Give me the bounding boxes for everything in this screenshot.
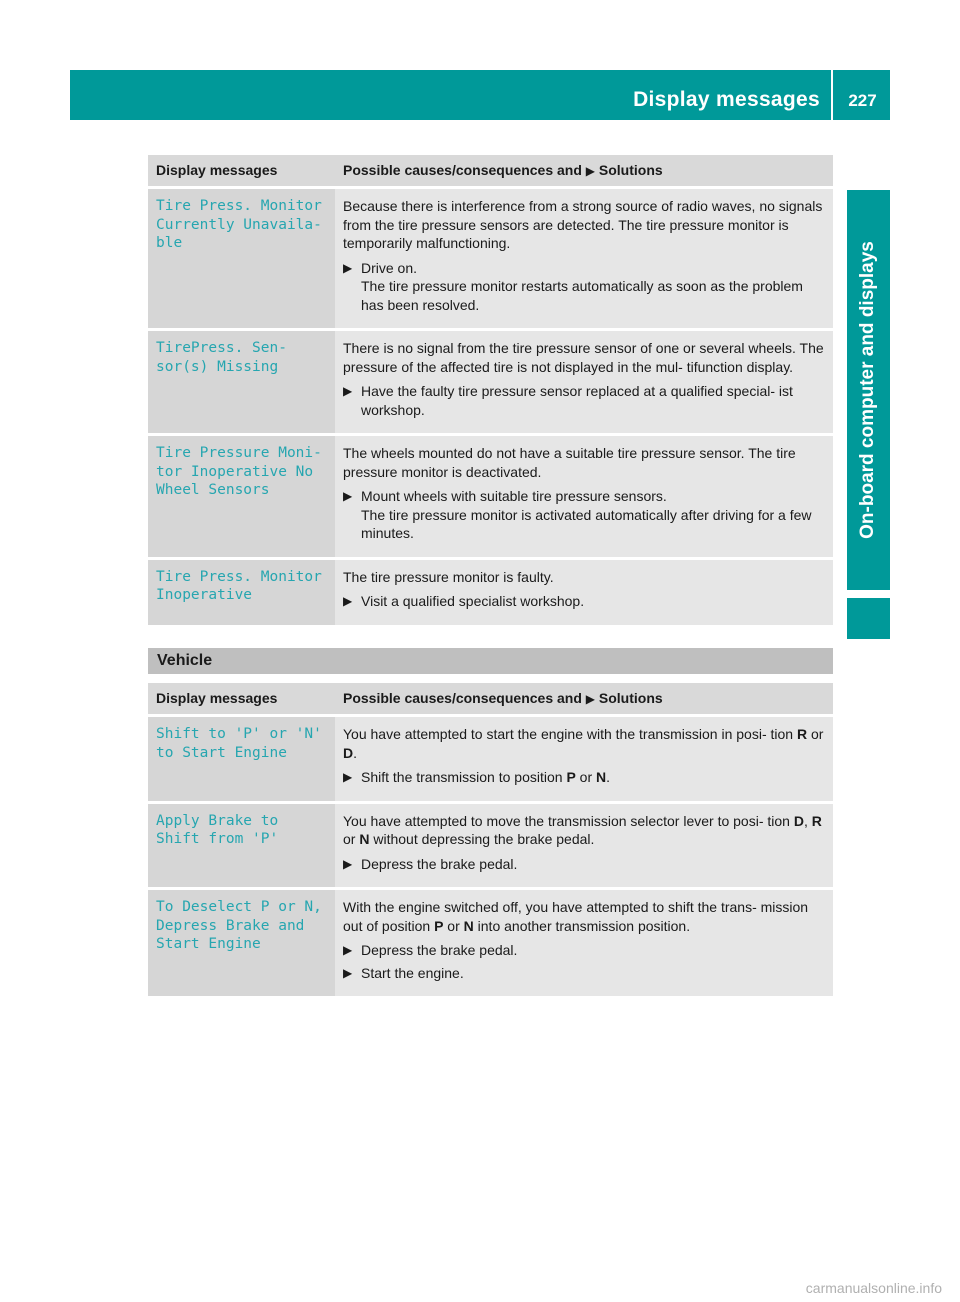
solution-cell xyxy=(335,330,833,435)
arrow-right-icon: ▶ xyxy=(343,943,353,957)
page-number: 227 xyxy=(848,91,877,110)
header-divider xyxy=(831,70,833,120)
arrow-right-icon: ▶ xyxy=(585,164,596,178)
arrow-right-icon: ▶ xyxy=(343,260,353,275)
cause-text-part: or xyxy=(343,831,356,847)
col-header-solutions xyxy=(335,155,833,188)
action-item xyxy=(343,941,827,960)
gear-position: R xyxy=(811,812,822,829)
solution-cell xyxy=(335,435,833,559)
solution-cell xyxy=(335,889,833,997)
gear-position: N xyxy=(596,769,607,785)
action-text: Shift the transmission to position xyxy=(361,769,563,785)
table-row xyxy=(148,188,833,330)
table-row xyxy=(148,802,833,889)
display-message: TirePress. Sen‐ sor(s) Missing xyxy=(148,330,335,435)
col-header-solutions-pre: Possible causes/consequences and xyxy=(343,162,582,178)
section-heading-bar xyxy=(148,648,833,674)
table-header-row xyxy=(148,155,833,188)
section-title: Vehicle xyxy=(157,652,213,669)
action-item xyxy=(343,592,827,611)
solution-cell xyxy=(335,558,833,625)
action-text: Start the engine. xyxy=(361,964,464,981)
action-text: Drive on. xyxy=(361,259,418,276)
cause-text-part: into another transmission position. xyxy=(477,917,691,934)
side-chapter-label: On-board computer and displays xyxy=(857,241,878,539)
cause-text-part: With the engine switched off, you have attempted to shift the trans- mission out of position xyxy=(343,899,809,934)
gear-position: P xyxy=(434,917,444,934)
gear-position: N xyxy=(463,917,474,934)
arrow-right-icon: ▶ xyxy=(585,692,596,706)
display-message: Tire Press. Monitor Currently Unavaila‐ ble xyxy=(148,188,335,330)
table-row xyxy=(148,889,833,997)
vehicle-messages-table xyxy=(148,683,833,996)
solution-cell xyxy=(335,802,833,889)
table-row xyxy=(148,330,833,435)
table-row xyxy=(148,558,833,625)
side-chapter-tab xyxy=(847,190,890,590)
cause-text: There is no signal from the tire pressure sensor of one or several wheels. The pressure of the affected tire is not displayed in the mul- tifunction display. xyxy=(343,340,824,375)
cause-text-part: or xyxy=(447,917,460,934)
gear-position: N xyxy=(359,831,370,847)
cause-text xyxy=(343,898,827,935)
gear-position: P xyxy=(566,769,576,785)
display-message: Tire Press. Monitor Inoperative xyxy=(148,558,335,625)
gear-position: D xyxy=(793,812,804,829)
action-item xyxy=(343,487,827,543)
cause-text-part: You have attempted to start the engine with the transmission in posi- tion xyxy=(343,726,794,742)
cause-text-part: . xyxy=(353,744,358,761)
action-item xyxy=(343,964,827,983)
solution-cell xyxy=(335,188,833,330)
action-item xyxy=(343,259,827,315)
cause-text-part: , xyxy=(803,812,808,829)
arrow-right-icon: ▶ xyxy=(343,384,353,398)
gear-position: R xyxy=(796,726,808,742)
arrow-right-icon: ▶ xyxy=(343,594,353,608)
arrow-right-icon: ▶ xyxy=(343,489,353,503)
tire-pressure-messages-table xyxy=(148,155,833,625)
arrow-right-icon: ▶ xyxy=(343,965,353,980)
col-header-solutions-pre: Possible causes/consequences and xyxy=(343,690,582,706)
action-detail: The tire pressure monitor is activated automatically after driving for a few minutes. xyxy=(361,506,812,541)
gear-position: D xyxy=(343,744,354,761)
cause-text: Because there is interference from a strong source of radio waves, no signals from the tire pressure sensors are detected. The tire pressure monitor is temporarily malfunctioning. xyxy=(343,198,823,251)
side-chapter-marker xyxy=(847,598,890,639)
action-item xyxy=(343,855,827,874)
col-header-solutions-post: Solutions xyxy=(598,162,663,178)
cause-text-part: or xyxy=(810,726,824,742)
display-message: Shift to 'P' or 'N' to Start Engine xyxy=(148,716,335,803)
display-message: To Deselect P or N, Depress Brake and Start Engine xyxy=(148,889,335,997)
col-header-display-messages: Display messages xyxy=(148,155,335,188)
action-text: . xyxy=(606,769,611,785)
action-detail: The tire pressure monitor restarts automatically as soon as the problem has been resolved. xyxy=(361,278,803,313)
action-text: Have the faulty tire pressure sensor replaced at a qualified special- ist workshop. xyxy=(361,383,793,418)
table-row xyxy=(148,716,833,803)
display-message: Tire Pressure Moni‐ tor Inoperative No Wheel Sensors xyxy=(148,435,335,559)
solution-cell xyxy=(335,716,833,803)
table-header-row xyxy=(148,683,833,716)
header-title: Display messages xyxy=(633,88,820,111)
page-header xyxy=(70,70,890,120)
arrow-right-icon: ▶ xyxy=(343,770,353,784)
col-header-solutions xyxy=(335,683,833,716)
cause-text: The tire pressure monitor is faulty. xyxy=(343,568,554,585)
action-text: Depress the brake pedal. xyxy=(361,855,518,872)
action-text: Mount wheels with suitable tire pressure sensors. xyxy=(361,488,667,504)
cause-text-part: without depressing the brake pedal. xyxy=(373,831,595,847)
cause-text xyxy=(343,725,827,762)
table-row xyxy=(148,435,833,559)
cause-text-part: You have attempted to move the transmission selector lever to posi- tion xyxy=(343,812,790,829)
display-message: Apply Brake to Shift from 'P' xyxy=(148,802,335,889)
action-text: Visit a qualified specialist workshop. xyxy=(361,593,585,609)
cause-text: The wheels mounted do not have a suitable tire pressure sensor. The tire pressure monitor is deactivated. xyxy=(343,445,796,480)
footer-watermark: carmanualsonline.info xyxy=(805,1280,942,1296)
action-item xyxy=(343,768,827,787)
action-text: Depress the brake pedal. xyxy=(361,942,518,958)
cause-text xyxy=(343,812,827,849)
action-item xyxy=(343,382,827,419)
col-header-solutions-post: Solutions xyxy=(598,690,663,706)
col-header-display-messages: Display messages xyxy=(148,683,335,716)
arrow-right-icon: ▶ xyxy=(343,856,353,871)
action-text: or xyxy=(579,769,593,785)
